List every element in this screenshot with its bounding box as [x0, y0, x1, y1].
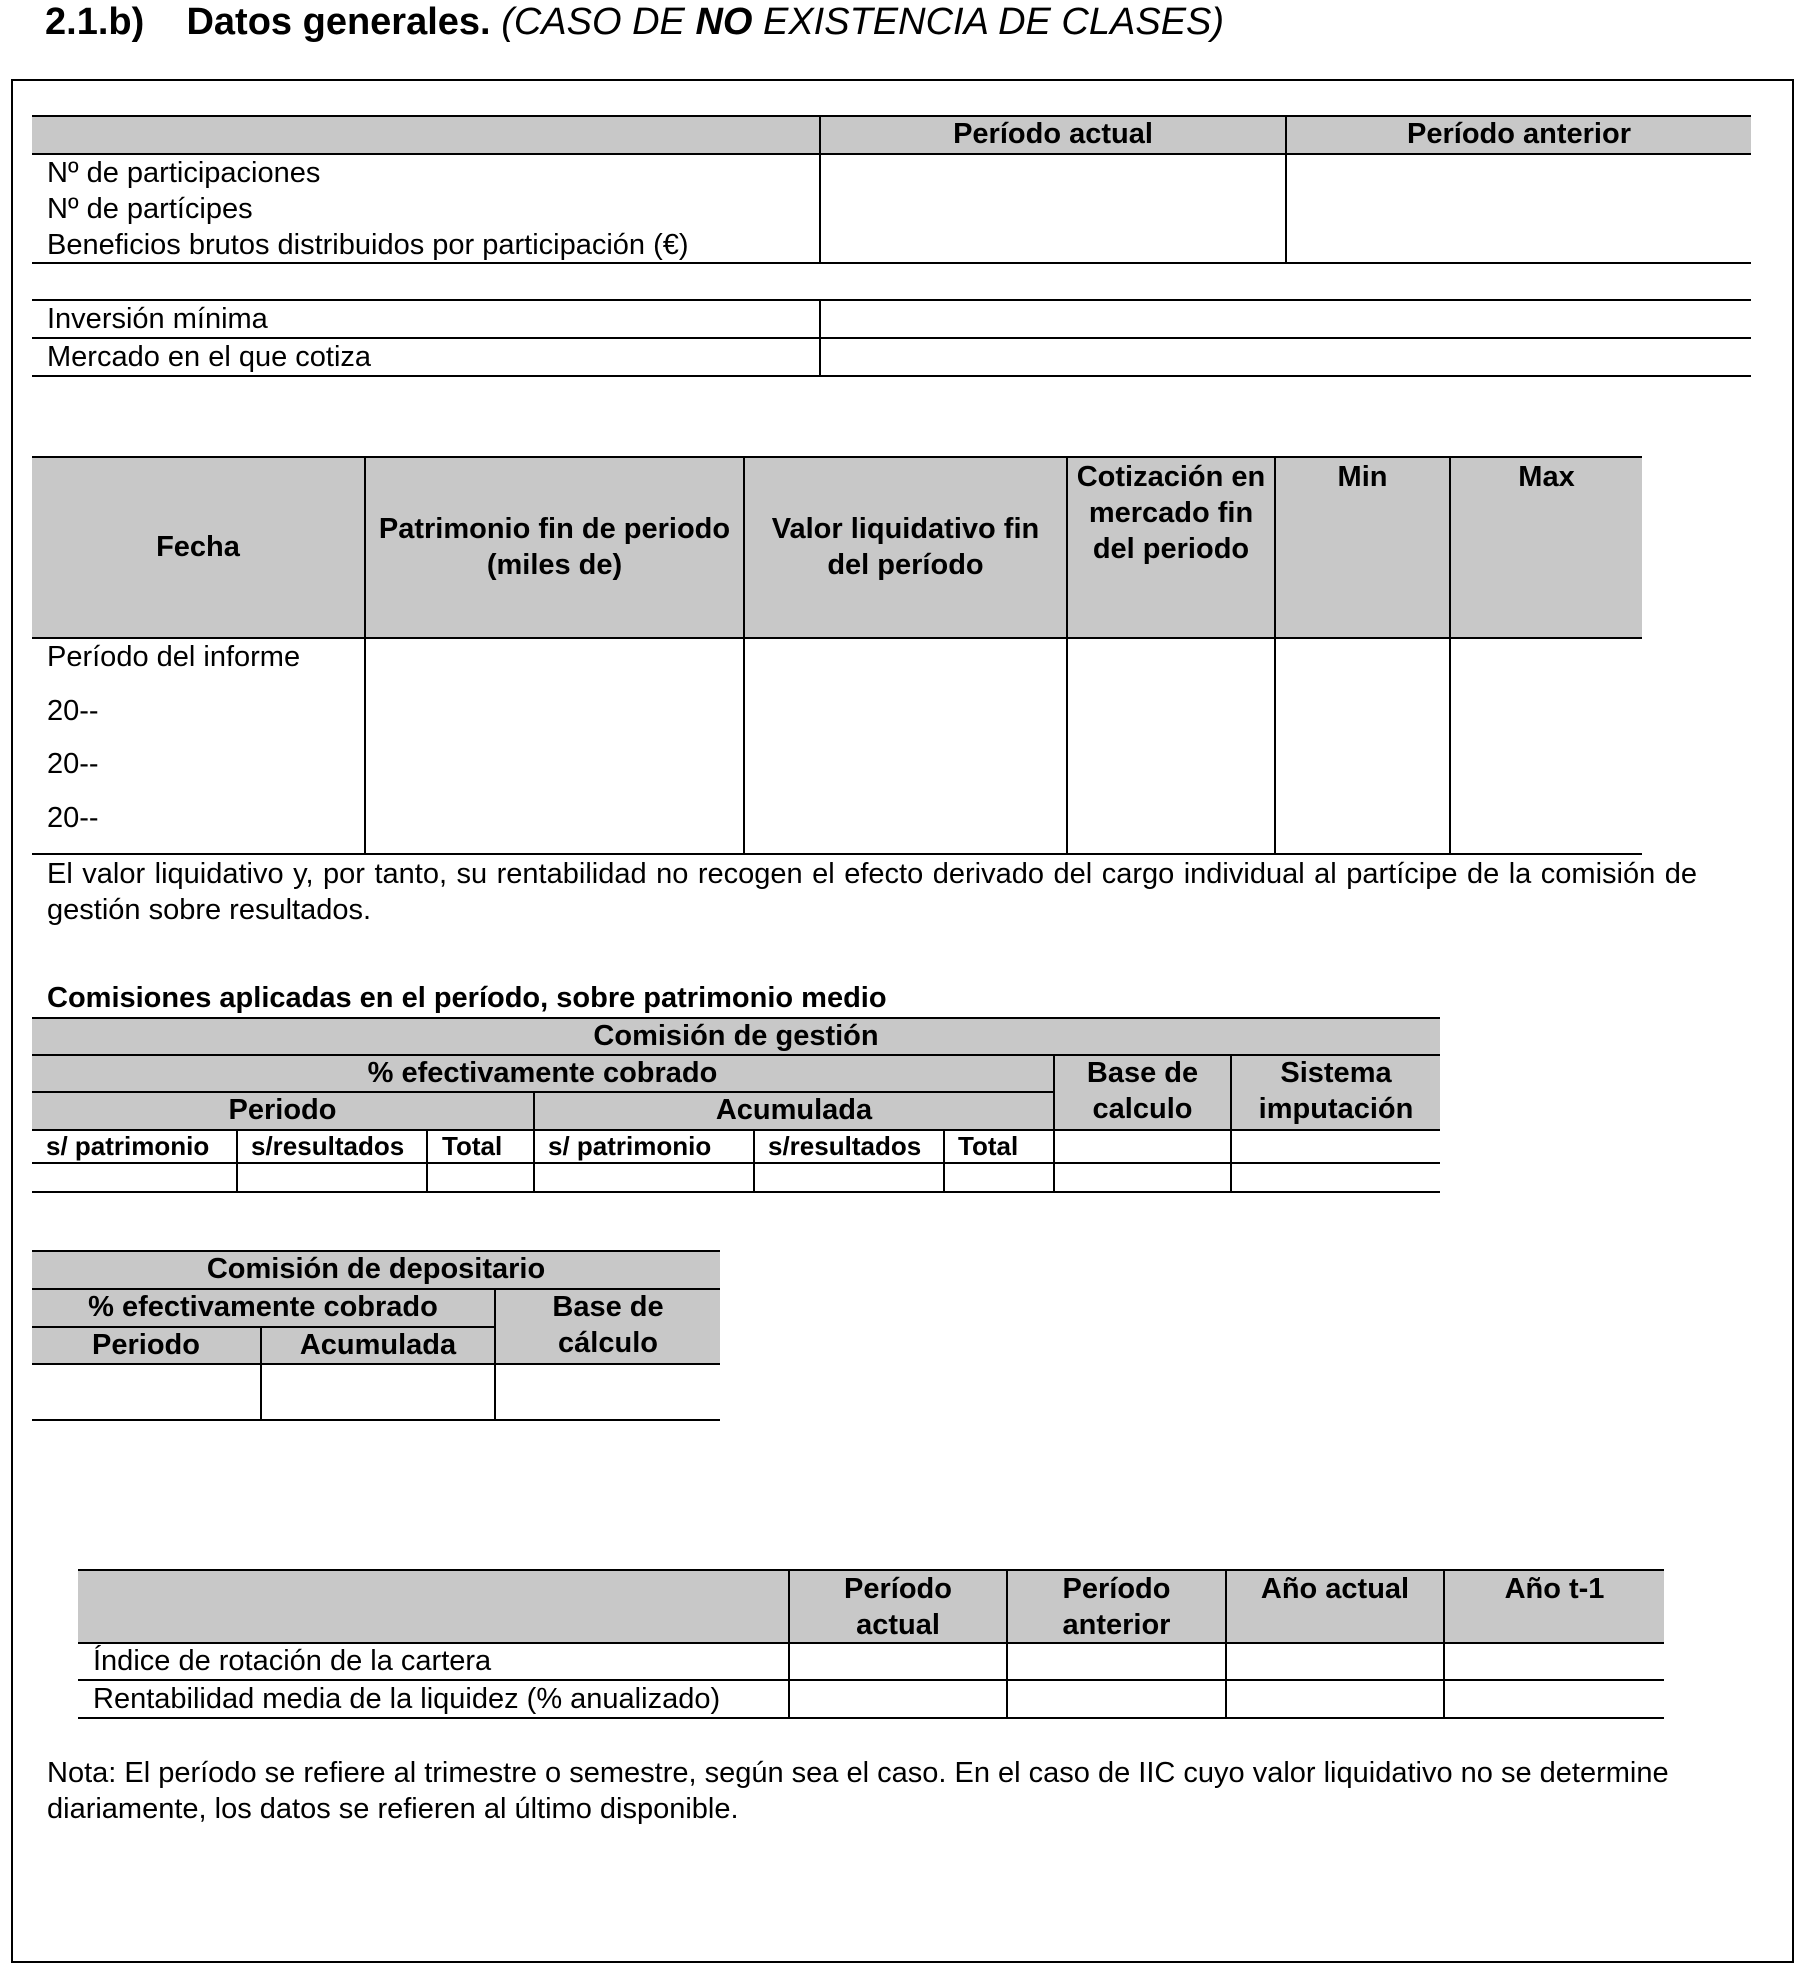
header-fecha: Fecha — [156, 531, 240, 563]
row-year-3: 20-- — [47, 802, 99, 834]
col-previous-period: Período anterior — [1407, 118, 1631, 150]
header-max: Max — [1518, 461, 1575, 493]
nav-footnote: El valor liquidativo y, por tanto, su rentabilidad no recogen el efecto derivado del cargo individual al partícipe de la comisión de gestión sobre resultados. — [47, 858, 1697, 926]
row-rentabilidad-liquidez: Rentabilidad media de la liquidez (% anualizado) — [93, 1683, 721, 1715]
section-subtitle: (CASO DE NO EXISTENCIA DE CLASES) — [501, 1, 1225, 43]
row-inversion-minima: Inversión mínima — [47, 303, 268, 335]
header-pct-cobrado: % efectivamente cobrado — [367, 1057, 718, 1089]
header-cotizacion: Cotización en mercado fin del periodo — [1076, 461, 1266, 565]
subcol-total-acumulada: Total — [958, 1131, 1019, 1161]
header-dep-acumulada: Acumulada — [299, 1329, 457, 1361]
subcol-total-periodo: Total — [442, 1131, 503, 1161]
header-dep-base-calculo: Base de cálculo — [552, 1291, 664, 1359]
header-valor-liquidativo: Valor liquidativo fin del período — [771, 513, 1040, 581]
subcol-s-patrimonio-acumulada: s/ patrimonio — [548, 1131, 712, 1161]
section-number: 2.1.b) — [45, 1, 145, 43]
header-comision-depositario: Comisión de depositario — [206, 1253, 546, 1285]
header-acumulada: Acumulada — [715, 1094, 873, 1126]
col-current-period: Período actual — [953, 118, 1153, 150]
header-comision-gestion: Comisión de gestión — [593, 1020, 879, 1052]
header-dep-periodo: Periodo — [92, 1329, 200, 1361]
footer-note: Nota: El período se refiere al trimestre o semestre, según sea el caso. En el caso de IIC cuyo valor liquidativo no se determine diariamente, los datos se refieren al último disponible. — [47, 1757, 1669, 1825]
section-heading: Datos generales. — [186, 1, 491, 43]
row-year-2: 20-- — [47, 748, 99, 780]
row-beneficios: Beneficios brutos distribuidos por participación (€) — [47, 229, 689, 261]
header-sistema-imputacion: Sistema imputación — [1258, 1057, 1414, 1125]
header-dep-pct-cobrado: % efectivamente cobrado — [88, 1291, 438, 1323]
header-periodo: Periodo — [228, 1094, 337, 1126]
subcol-s-resultados-periodo: s/resultados — [251, 1131, 405, 1161]
row-num-participaciones: Nº de participaciones — [47, 157, 321, 189]
header-min: Min — [1337, 461, 1388, 493]
section-title — [45, 0, 1224, 44]
header-rot-ano-t1: Año t-1 — [1504, 1573, 1605, 1605]
subcol-s-resultados-acumulada: s/resultados — [768, 1131, 922, 1161]
subcol-s-patrimonio-periodo: s/ patrimonio — [46, 1131, 210, 1161]
row-num-participes: Nº de partícipes — [47, 193, 253, 225]
header-rot-periodo-anterior: Período anterior — [1062, 1573, 1171, 1641]
header-patrimonio: Patrimonio fin de periodo (miles de) — [378, 513, 731, 581]
header-rot-ano-actual: Año actual — [1260, 1573, 1410, 1605]
row-indice-rotacion: Índice de rotación de la cartera — [93, 1645, 492, 1677]
commissions-heading: Comisiones aplicadas en el período, sobre patrimonio medio — [47, 982, 887, 1014]
header-base-calculo: Base de calculo — [1086, 1057, 1199, 1125]
row-periodo-informe: Período del informe — [47, 641, 301, 673]
header-rot-periodo-actual: Período actual — [844, 1573, 952, 1641]
row-year-1: 20-- — [47, 695, 99, 727]
row-mercado-cotiza: Mercado en el que cotiza — [47, 341, 372, 373]
